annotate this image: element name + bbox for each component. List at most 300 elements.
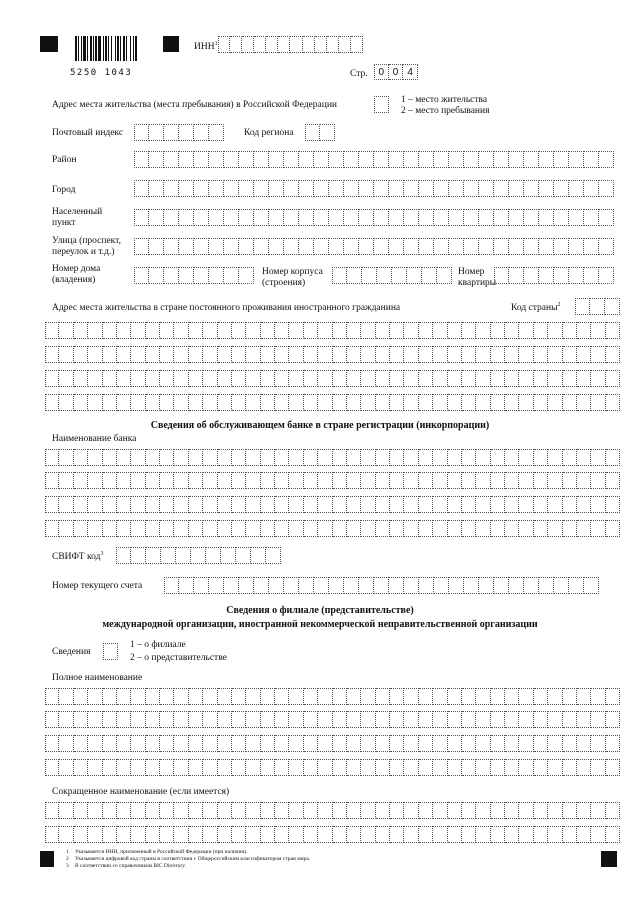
input-cell[interactable] xyxy=(289,520,303,537)
input-cell[interactable] xyxy=(149,124,164,141)
input-cell[interactable] xyxy=(131,370,145,387)
input-cell[interactable] xyxy=(563,322,577,339)
input-cell[interactable] xyxy=(419,826,433,843)
input-cell[interactable] xyxy=(606,711,620,728)
input-cell[interactable] xyxy=(318,711,332,728)
input-cell[interactable] xyxy=(174,759,188,776)
input-cell[interactable] xyxy=(290,36,302,53)
input-cell[interactable] xyxy=(269,238,284,255)
input-cell[interactable] xyxy=(174,688,188,705)
input-cell[interactable] xyxy=(203,520,217,537)
input-cell[interactable] xyxy=(160,711,174,728)
input-cell[interactable] xyxy=(554,180,569,197)
input-cell[interactable] xyxy=(563,520,577,537)
input-cell[interactable] xyxy=(548,472,562,489)
input-cell[interactable] xyxy=(390,472,404,489)
input-cell[interactable] xyxy=(314,238,329,255)
input-cell[interactable] xyxy=(179,180,194,197)
input-cell[interactable] xyxy=(103,802,117,819)
input-cell[interactable] xyxy=(103,449,117,466)
input-cell[interactable] xyxy=(448,826,462,843)
input-cell[interactable] xyxy=(347,394,361,411)
input-cell[interactable] xyxy=(209,151,224,168)
input-cell[interactable] xyxy=(563,472,577,489)
input-cell[interactable] xyxy=(117,449,131,466)
input-cell[interactable] xyxy=(134,267,149,284)
input-cell[interactable] xyxy=(591,472,605,489)
input-cell[interactable] xyxy=(246,449,260,466)
full-name-row-1[interactable] xyxy=(45,688,620,705)
input-cell[interactable] xyxy=(548,759,562,776)
input-cell[interactable] xyxy=(376,322,390,339)
input-cell[interactable] xyxy=(464,238,479,255)
input-cell[interactable] xyxy=(254,577,269,594)
input-cell[interactable] xyxy=(194,267,209,284)
input-cell[interactable] xyxy=(261,759,275,776)
input-cell[interactable] xyxy=(179,151,194,168)
input-cell[interactable] xyxy=(376,688,390,705)
input-cell[interactable] xyxy=(462,370,476,387)
input-cell[interactable] xyxy=(433,322,447,339)
input-cell[interactable] xyxy=(494,577,509,594)
input-cell[interactable] xyxy=(569,267,584,284)
input-cell[interactable] xyxy=(333,394,347,411)
house-field[interactable] xyxy=(134,267,254,284)
input-cell[interactable] xyxy=(476,688,490,705)
input-cell[interactable] xyxy=(539,267,554,284)
input-cell[interactable] xyxy=(519,449,533,466)
input-cell[interactable] xyxy=(509,267,524,284)
input-cell[interactable] xyxy=(569,151,584,168)
input-cell[interactable] xyxy=(569,577,584,594)
input-cell[interactable] xyxy=(569,209,584,226)
input-cell[interactable] xyxy=(131,520,145,537)
input-cell[interactable] xyxy=(275,759,289,776)
input-cell[interactable] xyxy=(361,394,375,411)
input-cell[interactable] xyxy=(479,180,494,197)
input-cell[interactable] xyxy=(284,180,299,197)
input-cell[interactable] xyxy=(374,577,389,594)
input-cell[interactable] xyxy=(539,238,554,255)
input-cell[interactable] xyxy=(361,735,375,752)
input-cell[interactable] xyxy=(232,394,246,411)
input-cell[interactable] xyxy=(434,180,449,197)
input-cell[interactable] xyxy=(606,449,620,466)
input-cell[interactable] xyxy=(577,688,591,705)
input-cell[interactable] xyxy=(232,449,246,466)
input-cell[interactable] xyxy=(548,735,562,752)
input-cell[interactable] xyxy=(519,759,533,776)
input-cell[interactable] xyxy=(419,394,433,411)
input-cell[interactable] xyxy=(390,394,404,411)
input-cell[interactable] xyxy=(74,370,88,387)
input-cell[interactable] xyxy=(246,735,260,752)
input-cell[interactable] xyxy=(160,370,174,387)
input-cell[interactable] xyxy=(246,802,260,819)
input-cell[interactable] xyxy=(131,711,145,728)
input-cell[interactable] xyxy=(462,520,476,537)
input-cell[interactable] xyxy=(164,180,179,197)
input-cell[interactable] xyxy=(59,370,73,387)
input-cell[interactable] xyxy=(189,802,203,819)
input-cell[interactable] xyxy=(404,209,419,226)
input-cell[interactable] xyxy=(174,802,188,819)
input-cell[interactable] xyxy=(437,267,452,284)
input-cell[interactable] xyxy=(131,688,145,705)
input-cell[interactable] xyxy=(189,346,203,363)
input-cell[interactable] xyxy=(88,394,102,411)
input-cell[interactable] xyxy=(333,711,347,728)
input-cell[interactable] xyxy=(218,322,232,339)
input-cell[interactable] xyxy=(606,520,620,537)
input-cell[interactable] xyxy=(333,346,347,363)
input-cell[interactable] xyxy=(361,688,375,705)
input-cell[interactable] xyxy=(103,688,117,705)
input-cell[interactable] xyxy=(189,370,203,387)
input-cell[interactable] xyxy=(318,520,332,537)
input-cell[interactable] xyxy=(519,688,533,705)
input-cell[interactable] xyxy=(390,711,404,728)
residence-type-field[interactable] xyxy=(374,96,389,113)
input-cell[interactable] xyxy=(103,826,117,843)
input-cell[interactable] xyxy=(117,346,131,363)
input-cell[interactable] xyxy=(318,472,332,489)
input-cell[interactable] xyxy=(563,711,577,728)
input-cell[interactable] xyxy=(599,151,614,168)
input-cell[interactable] xyxy=(116,547,131,564)
input-cell[interactable] xyxy=(174,370,188,387)
input-cell[interactable] xyxy=(74,472,88,489)
input-cell[interactable] xyxy=(45,449,59,466)
input-cell[interactable] xyxy=(194,238,209,255)
input-cell[interactable] xyxy=(218,36,230,53)
input-cell[interactable] xyxy=(344,238,359,255)
input-cell[interactable] xyxy=(407,267,422,284)
input-cell[interactable] xyxy=(449,209,464,226)
input-cell[interactable] xyxy=(377,267,392,284)
input-cell[interactable] xyxy=(374,180,389,197)
input-cell[interactable] xyxy=(433,370,447,387)
input-cell[interactable] xyxy=(491,826,505,843)
input-cell[interactable] xyxy=(117,735,131,752)
input-cell[interactable] xyxy=(218,472,232,489)
input-cell[interactable] xyxy=(448,394,462,411)
input-cell[interactable] xyxy=(464,209,479,226)
input-cell[interactable] xyxy=(88,759,102,776)
input-cell[interactable] xyxy=(74,394,88,411)
input-cell[interactable] xyxy=(476,735,490,752)
input-cell[interactable] xyxy=(224,151,239,168)
input-cell[interactable] xyxy=(131,449,145,466)
input-cell[interactable] xyxy=(419,180,434,197)
input-cell[interactable] xyxy=(131,322,145,339)
input-cell[interactable] xyxy=(539,151,554,168)
input-cell[interactable] xyxy=(203,394,217,411)
input-cell[interactable] xyxy=(254,151,269,168)
input-cell[interactable] xyxy=(304,370,318,387)
input-cell[interactable] xyxy=(563,496,577,513)
input-cell[interactable] xyxy=(146,346,160,363)
input-cell[interactable] xyxy=(174,826,188,843)
input-cell[interactable] xyxy=(189,735,203,752)
input-cell[interactable] xyxy=(74,322,88,339)
input-cell[interactable] xyxy=(146,472,160,489)
swift-field[interactable] xyxy=(116,547,281,564)
input-cell[interactable] xyxy=(404,449,418,466)
input-cell[interactable] xyxy=(103,370,117,387)
input-cell[interactable] xyxy=(314,577,329,594)
input-cell[interactable] xyxy=(577,394,591,411)
input-cell[interactable] xyxy=(389,577,404,594)
input-cell[interactable] xyxy=(519,346,533,363)
input-cell[interactable] xyxy=(203,449,217,466)
input-cell[interactable] xyxy=(591,346,605,363)
input-cell[interactable] xyxy=(389,209,404,226)
input-cell[interactable] xyxy=(146,688,160,705)
input-cell[interactable] xyxy=(160,322,174,339)
input-cell[interactable] xyxy=(203,472,217,489)
input-cell[interactable] xyxy=(404,238,419,255)
input-cell[interactable] xyxy=(494,180,509,197)
input-cell[interactable] xyxy=(161,547,176,564)
input-cell[interactable] xyxy=(577,346,591,363)
input-cell[interactable] xyxy=(534,759,548,776)
input-cell[interactable] xyxy=(376,759,390,776)
input-cell[interactable] xyxy=(606,688,620,705)
input-cell[interactable] xyxy=(449,180,464,197)
input-cell[interactable] xyxy=(505,449,519,466)
input-cell[interactable] xyxy=(606,826,620,843)
input-cell[interactable] xyxy=(462,394,476,411)
input-cell[interactable] xyxy=(519,735,533,752)
input-cell[interactable] xyxy=(563,759,577,776)
input-cell[interactable] xyxy=(74,802,88,819)
input-cell[interactable] xyxy=(74,759,88,776)
input-cell[interactable] xyxy=(232,688,246,705)
input-cell[interactable] xyxy=(462,735,476,752)
input-cell[interactable] xyxy=(117,370,131,387)
input-cell[interactable] xyxy=(275,826,289,843)
input-cell[interactable] xyxy=(434,209,449,226)
input-cell[interactable] xyxy=(577,370,591,387)
input-cell[interactable] xyxy=(505,688,519,705)
input-cell[interactable] xyxy=(254,238,269,255)
input-cell[interactable] xyxy=(534,346,548,363)
input-cell[interactable] xyxy=(389,238,404,255)
input-cell[interactable] xyxy=(59,735,73,752)
input-cell[interactable] xyxy=(448,759,462,776)
input-cell[interactable] xyxy=(494,151,509,168)
input-cell[interactable] xyxy=(476,826,490,843)
input-cell[interactable] xyxy=(419,520,433,537)
input-cell[interactable] xyxy=(591,394,605,411)
input-cell[interactable] xyxy=(174,735,188,752)
input-cell[interactable] xyxy=(376,802,390,819)
input-cell[interactable] xyxy=(449,577,464,594)
input-cell[interactable] xyxy=(284,577,299,594)
postal-code-field[interactable] xyxy=(134,124,224,141)
input-cell[interactable] xyxy=(433,735,447,752)
input-cell[interactable] xyxy=(189,759,203,776)
input-cell[interactable] xyxy=(209,209,224,226)
input-cell[interactable] xyxy=(347,759,361,776)
input-cell[interactable] xyxy=(146,322,160,339)
input-cell[interactable] xyxy=(275,520,289,537)
input-cell[interactable] xyxy=(433,449,447,466)
input-cell[interactable] xyxy=(505,735,519,752)
input-cell[interactable] xyxy=(304,711,318,728)
input-cell[interactable] xyxy=(548,322,562,339)
inn-field[interactable] xyxy=(218,36,363,53)
input-cell[interactable] xyxy=(304,826,318,843)
input-cell[interactable] xyxy=(246,711,260,728)
input-cell[interactable] xyxy=(433,759,447,776)
input-cell[interactable] xyxy=(160,394,174,411)
input-cell[interactable] xyxy=(333,496,347,513)
input-cell[interactable] xyxy=(59,826,73,843)
input-cell[interactable] xyxy=(374,96,389,113)
input-cell[interactable] xyxy=(584,151,599,168)
input-cell[interactable] xyxy=(59,802,73,819)
input-cell[interactable] xyxy=(563,394,577,411)
street-field[interactable] xyxy=(134,238,614,255)
input-cell[interactable] xyxy=(494,267,509,284)
input-cell[interactable] xyxy=(548,826,562,843)
input-cell[interactable] xyxy=(476,520,490,537)
input-cell[interactable] xyxy=(117,826,131,843)
input-cell[interactable] xyxy=(131,759,145,776)
input-cell[interactable] xyxy=(254,209,269,226)
input-cell[interactable] xyxy=(534,472,548,489)
input-cell[interactable] xyxy=(347,472,361,489)
input-cell[interactable] xyxy=(164,577,179,594)
input-cell[interactable] xyxy=(203,802,217,819)
input-cell[interactable] xyxy=(117,759,131,776)
input-cell[interactable] xyxy=(239,151,254,168)
input-cell[interactable] xyxy=(434,151,449,168)
input-cell[interactable] xyxy=(534,322,548,339)
input-cell[interactable] xyxy=(376,826,390,843)
input-cell[interactable] xyxy=(404,826,418,843)
input-cell[interactable] xyxy=(45,472,59,489)
input-cell[interactable] xyxy=(476,346,490,363)
input-cell[interactable] xyxy=(359,180,374,197)
input-cell[interactable] xyxy=(464,151,479,168)
input-cell[interactable] xyxy=(376,346,390,363)
input-cell[interactable] xyxy=(494,209,509,226)
input-cell[interactable] xyxy=(519,394,533,411)
input-cell[interactable] xyxy=(332,267,347,284)
input-cell[interactable] xyxy=(505,802,519,819)
input-cell[interactable] xyxy=(289,472,303,489)
input-cell[interactable] xyxy=(74,688,88,705)
input-cell[interactable] xyxy=(329,151,344,168)
input-cell[interactable] xyxy=(476,711,490,728)
input-cell[interactable] xyxy=(59,688,73,705)
input-cell[interactable] xyxy=(45,802,59,819)
input-cell[interactable] xyxy=(577,520,591,537)
input-cell[interactable] xyxy=(246,688,260,705)
input-cell[interactable] xyxy=(563,802,577,819)
input-cell[interactable] xyxy=(146,496,160,513)
input-cell[interactable] xyxy=(361,759,375,776)
input-cell[interactable] xyxy=(246,759,260,776)
input-cell[interactable] xyxy=(419,711,433,728)
input-cell[interactable] xyxy=(591,759,605,776)
input-cell[interactable] xyxy=(59,449,73,466)
input-cell[interactable] xyxy=(189,496,203,513)
input-cell[interactable] xyxy=(347,267,362,284)
input-cell[interactable] xyxy=(269,180,284,197)
input-cell[interactable] xyxy=(131,547,146,564)
input-cell[interactable] xyxy=(347,322,361,339)
input-cell[interactable] xyxy=(577,322,591,339)
input-cell[interactable] xyxy=(146,547,161,564)
input-cell[interactable] xyxy=(174,394,188,411)
input-cell[interactable] xyxy=(347,449,361,466)
input-cell[interactable] xyxy=(479,238,494,255)
input-cell[interactable] xyxy=(174,449,188,466)
input-cell[interactable] xyxy=(45,688,59,705)
input-cell[interactable] xyxy=(289,394,303,411)
input-cell[interactable] xyxy=(548,346,562,363)
input-cell[interactable] xyxy=(246,496,260,513)
input-cell[interactable] xyxy=(390,759,404,776)
input-cell[interactable] xyxy=(347,735,361,752)
input-cell[interactable] xyxy=(505,472,519,489)
input-cell[interactable] xyxy=(519,802,533,819)
input-cell[interactable] xyxy=(176,547,191,564)
input-cell[interactable] xyxy=(203,711,217,728)
input-cell[interactable] xyxy=(74,346,88,363)
input-cell[interactable] xyxy=(299,577,314,594)
input-cell[interactable] xyxy=(433,394,447,411)
input-cell[interactable] xyxy=(189,711,203,728)
input-cell[interactable] xyxy=(389,180,404,197)
input-cell[interactable] xyxy=(591,735,605,752)
input-cell[interactable] xyxy=(404,472,418,489)
input-cell[interactable] xyxy=(534,711,548,728)
input-cell[interactable] xyxy=(289,688,303,705)
input-cell[interactable] xyxy=(524,577,539,594)
input-cell[interactable] xyxy=(476,802,490,819)
input-cell[interactable] xyxy=(479,209,494,226)
input-cell[interactable] xyxy=(45,370,59,387)
input-cell[interactable] xyxy=(146,711,160,728)
input-cell[interactable] xyxy=(390,826,404,843)
input-cell[interactable] xyxy=(134,238,149,255)
input-cell[interactable] xyxy=(462,826,476,843)
input-cell[interactable] xyxy=(404,370,418,387)
input-cell[interactable] xyxy=(239,577,254,594)
input-cell[interactable] xyxy=(160,346,174,363)
input-cell[interactable] xyxy=(218,370,232,387)
input-cell[interactable] xyxy=(577,826,591,843)
input-cell[interactable] xyxy=(333,759,347,776)
input-cell[interactable] xyxy=(491,346,505,363)
input-cell[interactable] xyxy=(361,826,375,843)
input-cell[interactable] xyxy=(491,496,505,513)
input-cell[interactable] xyxy=(304,322,318,339)
input-cell[interactable] xyxy=(606,472,620,489)
input-cell[interactable] xyxy=(45,520,59,537)
input-cell[interactable] xyxy=(404,759,418,776)
input-cell[interactable] xyxy=(505,711,519,728)
input-cell[interactable] xyxy=(194,124,209,141)
input-cell[interactable] xyxy=(591,802,605,819)
input-cell[interactable] xyxy=(434,577,449,594)
input-cell[interactable] xyxy=(584,209,599,226)
